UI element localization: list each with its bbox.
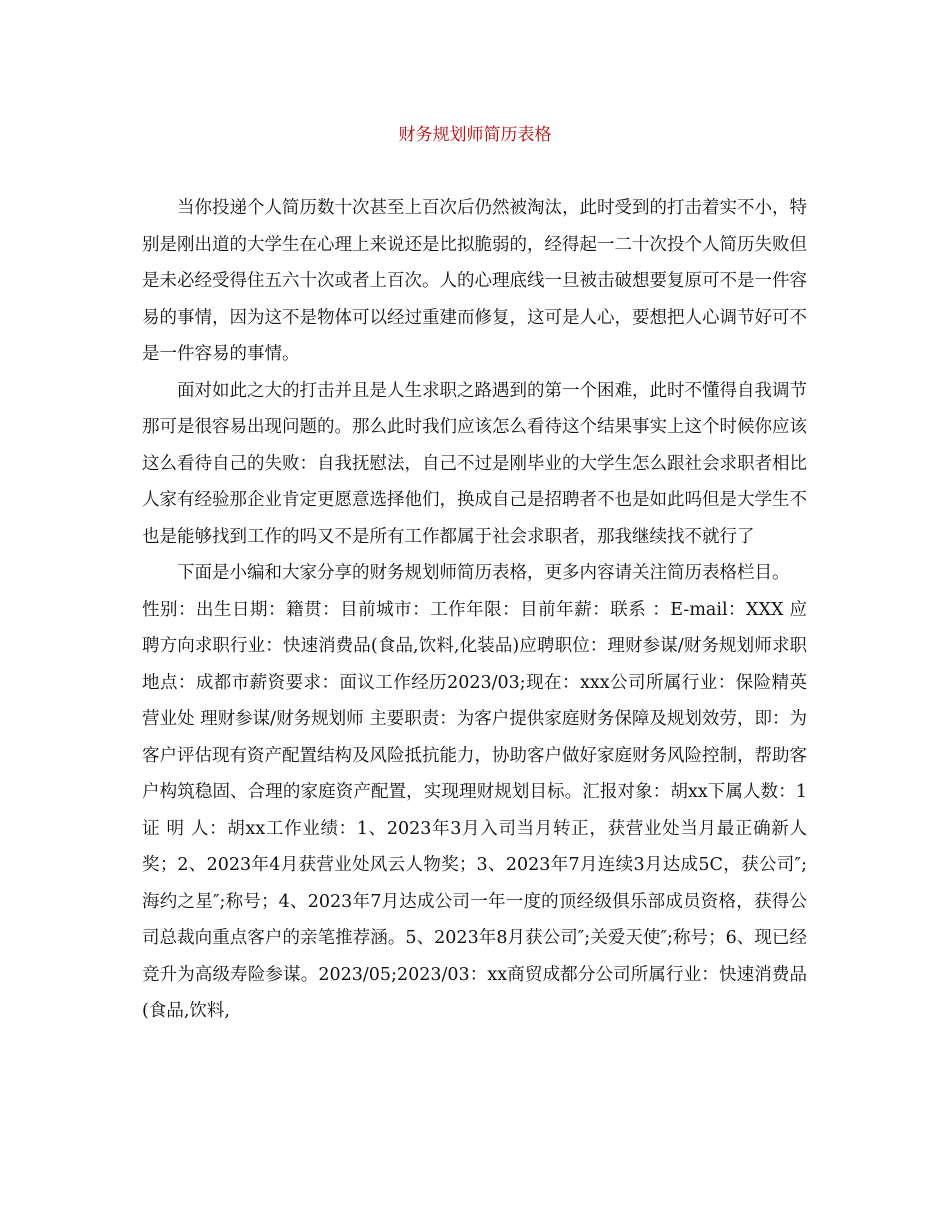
document-title: 财务规划师简历表格	[398, 125, 552, 145]
paragraph-self-adjustment: 面对如此之大的打击并且是人生求职之路遇到的第一个困难，此时不懂得自我调节那可是很容易出现问题的。那么此时我们应该怎么看待这个结果事实上这个时候你应该这么看待自己的失败：自我抚慰法，自己不过是刚毕业的大学生怎么跟社会求职者相比人家有经验那企业肯定更愿意选择他们，换成自己是招聘者不也是如此吗但是大学生不也是能够找到工作的吗又不是所有工作都属于社会求职者，那我继续找不就行了	[142, 380, 807, 547]
document-body	[142, 190, 807, 1030]
paragraph-intro: 当你投递个人简历数十次甚至上百次后仍然被淘汰，此时受到的打击着实不小，特别是刚出道的大学生在心理上来说还是比拟脆弱的，经得起一二十次投个人简历失败但是未必经受得住五六十次或者上百次。人的心理底线一旦被击破想要复原可不是一件容易的事情，因为这不是物体可以经过重建而修复，这可是人心，要想把人心调节好可不是一件容易的事情。	[142, 198, 807, 364]
paragraph-share-note: 下面是小编和大家分享的财务规划师简历表格，更多内容请关注简历表格栏目。	[177, 563, 790, 583]
paragraph-resume-details: 性别：出生日期：籍贯：目前城市：工作年限：目前年薪：联系 ：E-mail：XXX 应聘方向求职行业：快速消费品(食品,饮料,化装品)应聘职位：理财参谋/财务规划师求职地点：成都市薪资要求：面议工作经历2023/03;现在：xxx公司所属行业：保险精英营业处 理财参谋/财务规划师 主要职责：为客户提供家庭财务保障及规划效劳，即：为客户评估现有资产配置结构及风险抵抗能力，协助客户做好家庭财务风险控制，帮助客户构筑稳固、合理的家庭资产配置，实现理财规划目标。汇报对象：胡xx下属人数：1证 明 人：胡xx工作业绩：1、2023年3月入司当月转正，获营业处当月最正确新人奖；2、2023年4月获营业处风云人物奖；3、2023年7月连续3月达成5C，获公司″;海约之星″;称号；4、2023年7月达成公司一年一度的顶经级俱乐部成员资格，获得公司总裁向重点客户的亲笔推荐涵。5、2023年8月获公司″;关爱天使″;称号；6、现已经竞升为高级寿险参谋。2023/05;2023/03：xx商贸成都分公司所属行业：快速消费品(食品,饮料,	[142, 599, 807, 1021]
